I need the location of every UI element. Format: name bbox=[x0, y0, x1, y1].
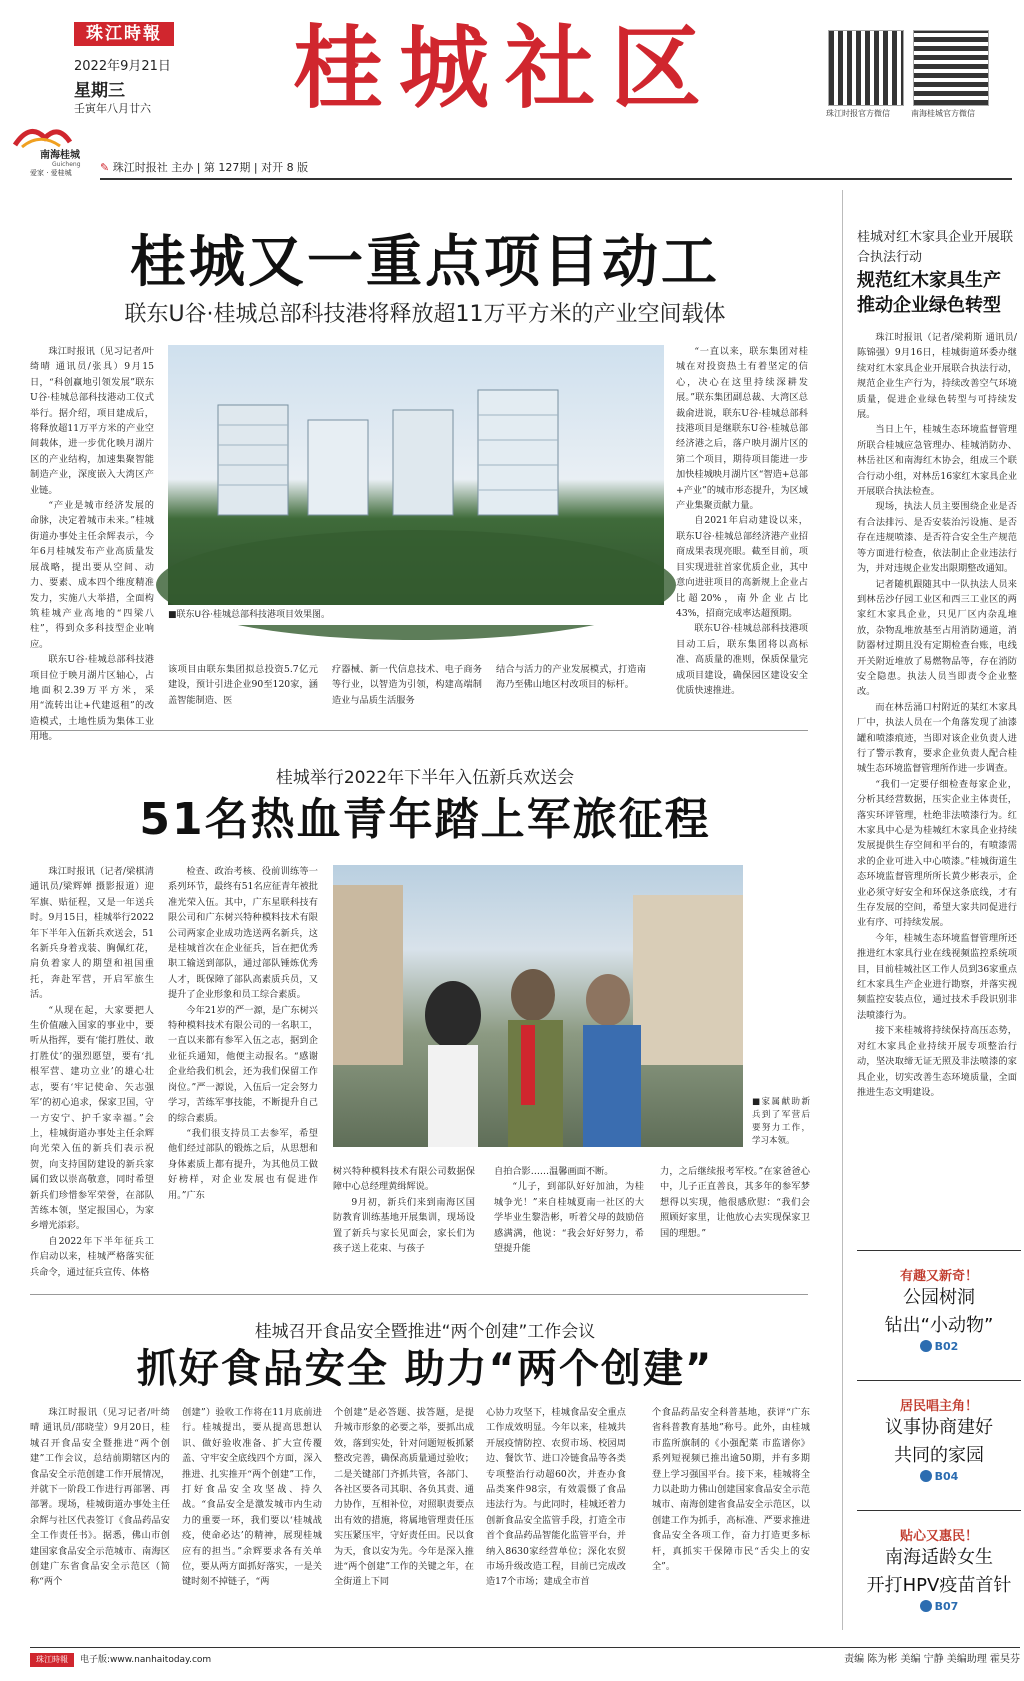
qr-code-left[interactable] bbox=[828, 30, 904, 106]
promo-tag-3: 贴心又惠民！ bbox=[899, 1529, 978, 1544]
promo-page-3: B07 bbox=[934, 1600, 959, 1613]
publisher-line: 珠江时报社 主办 bbox=[112, 161, 194, 174]
promo-line2-1: 钻出“小动物” bbox=[884, 1315, 994, 1336]
article1-col4: “一直以来，联东集团对桂城在对投资热土有着坚定的信心，决心在这里持续深耕发展。”联东集团副总裁、大湾区总裁俞进说，联东U谷·桂城总部科技港项目是继联东U谷·桂城总部经济港之后，落户映月湖片区的第二个项目，期待项目能进一步加快桂城映月湖片区“智造+总部+产业”的城市形态提升，为区域产业集聚贡献力量。 自2021年启动建设以来，联东U谷·桂城总部经济港产业招商成果表现亮眼。截至目前，项目实现进驻首家优质企业，其中意向进驻项目的高新规上企业占比超20%，南外企业占比43%，招商完成率达超预期。 联东U谷·桂城总部科技港项目动工后，联东集团将以高标准、高质量的准则，保质保量完成项目建设，确保园区建设安全优质快速推进。 bbox=[676, 346, 808, 696]
qr-caption-left: 珠江时报官方微信 bbox=[826, 109, 890, 118]
article3-col2: 创建”）验收工作将在11月底前进行。桂城提出，要从提高思想认识、做好验收准备、扩大宣传覆盖、守牢安全底线四个方面，深入推进、扎实推开“两个创建”工作，打好食品安全攻坚战、持久战。“食品安全是激发城市内生动力的重要一环，我们要以‘桂城战疫，使命必达’的精神，展现桂城应有的担当。”余辉要求各有关单位，要从两方面抓好落实，一是关键时刻不掉链子，“两 bbox=[182, 1407, 322, 1588]
promo-card-3[interactable] bbox=[857, 1525, 1021, 1613]
farewell-photo-illustration bbox=[333, 865, 743, 1147]
promo-line2-3: 开打HPV疫苗首针 bbox=[866, 1575, 1012, 1596]
guicheng-logo bbox=[10, 120, 90, 176]
article1-col1: 珠江时报讯（见习记者/叶绮晴 通讯员/张具）9月15日，“科创赢地引领发展”联东U谷·桂城总部科技港动工仪式举行。据介绍，项目建成后，将释放超11万平方米的产业空间载体，进一步优化映月湖片区的产业结构，加速集聚智能制造产业，深度嵌入大湾区产业链。 “产业是城市经济发展的命脉，决定着城市未来。”桂城街道办事处主任余辉表示，今年6月桂城发布产业高质量发展战略，提出要从空间、动力、要素、成本四个维度精准发力，实施八大举措，全面构筑桂城产业高地的“四梁八柱”，得到众多科技型企业响应。 联东U谷·桂城总部科技港项目位于映月湖片区轴心，占地面积2.39万平方米，采用“流转出让+代建返租”的改造模式，土地性质为集体工业用地。 bbox=[30, 346, 154, 743]
article2-below-col1: 树兴特种模料技术有限公司数据保障中心总经理黄缉辉说。 9月初，新兵们来到南海区国防教育训练基地开展集训，现场设置了新兵与家长见面会，家长们为孩子送上花束、与孩子 bbox=[333, 1166, 475, 1255]
sidebar-divider bbox=[842, 190, 843, 1630]
article2-photo bbox=[333, 865, 743, 1147]
footer-editor: 责编 陈为彬 美编 宁静 美编助理 霍昊芬 bbox=[844, 1654, 1020, 1665]
edition-info: 对开 8 版 bbox=[261, 161, 309, 174]
article3-col5: 个食品药品安全科普基地，获评“广东省科普教育基地”称号。此外，由桂城市监所旗制的《小强配菜 市监谱你》系列短视频已推出逾50期，并有多期登上学习强国平台。接下来，桂城将全力以赴助力佛山创建国家食品安全示范城市、南海创建省食品安全示范区，以创建工作为抓手，高标准、严要求推进食品安全各项工作，奋力打造更多标杆，真抓实干保障市民“舌尖上的安全”。 bbox=[652, 1407, 810, 1573]
qr-code-right[interactable] bbox=[913, 30, 989, 106]
article3-col4: 心协力攻坚下，桂城食品安全重点工作成效明显。今年以来，桂城共开展疫情防控、农贸市场、校园周边、餐饮节、进口冷链食品等各类专项整治行动超60次，并查办食品类案件98宗，有效震慑了食品违法行为。与此同时，桂城还着力创新食品安全监管手段，打造全市首个食品药品智能化监管平台，并纳入8630家经营单位；深化农贸市场升级改造工程，目前已完成改造17个市场；建成全市首 bbox=[486, 1407, 626, 1588]
article1-bottom-rule bbox=[30, 730, 808, 731]
promo-rule-3 bbox=[857, 1510, 1021, 1511]
page-pointer-icon bbox=[920, 1600, 932, 1612]
sidebar-kicker: 桂城对红木家具企业开展联合执法行动 bbox=[857, 230, 1014, 265]
article1-below-col1: 该项目由联东集团拟总投资5.7亿元建设，预计引进企业90至120家，涵盖智能制造、医 bbox=[168, 664, 318, 706]
promo-tag-1: 有趣又新奇！ bbox=[899, 1269, 978, 1284]
publisher-bar: ✎ 珠江时报社 主办 | 第 127期 | 对开 8 版 bbox=[100, 161, 309, 174]
masthead bbox=[0, 0, 1024, 180]
building-illustration bbox=[168, 345, 664, 625]
article2-kicker: 桂城举行2022年下半年入伍新兵欢送会 bbox=[275, 768, 575, 788]
article3-col1: 珠江时报讯（见习记者/叶绮晴 通讯员/邵晓莹）9月20日，桂城召开食品安全暨推进“两个创建”工作会议，总结前期辖区内的食品安全示范创建工作开展情况，并就下一阶段工作进行再部署、再部署。现场，桂城街道办事处主任余辉与社区代表签订《食品药品安全工作责任书》。据悉，佛山市创建国家食品安全示范城市、南海区创建广东省食品安全示范区（简称“两个 bbox=[30, 1407, 170, 1588]
article3-headline: 抓好食品安全 助力“两个创建” bbox=[136, 1346, 714, 1392]
lunar-date: 壬寅年八月廿六 bbox=[74, 102, 151, 115]
issue-number: 第 127期 bbox=[203, 161, 251, 174]
article1-headline: 桂城又一重点项目动工 bbox=[130, 230, 720, 295]
article3-col3: 个创建”是必答题、拔答题，是提升城市形象的必要之举，要抓出成效，落到实处，针对问题短板抓紧整改完善，确保高质量通过验收；二是关键部门齐抓共管，各部门、各社区要各司其职、各负其责、通力协作，互相补位，对照职责要点出有效的措施，将属地管理责任压实压紧压牢，守好责任田。民以食为天，食以安为先。今年是深入推进“两个创建”工作的关键之年，在全街道上下同 bbox=[334, 1407, 474, 1588]
article1-below-col3: 结合与活力的产业发展模式，打造南海乃至佛山地区村改项目的标杆。 bbox=[496, 664, 646, 691]
promo-card-2[interactable] bbox=[857, 1395, 1021, 1483]
article1-photo bbox=[168, 345, 664, 625]
promo-tag-2: 居民唱主角！ bbox=[899, 1399, 978, 1414]
promo-page-2: B04 bbox=[934, 1470, 959, 1483]
issue-weekday: 星期三 bbox=[74, 81, 125, 101]
footer-paper-logo: 珠江時報 bbox=[30, 1653, 74, 1667]
issue-date: 2022年9月21日 bbox=[74, 59, 171, 74]
article1-subheadline: 联东U谷·桂城总部科技港将释放超11万平方米的产业空间载体 bbox=[124, 302, 726, 327]
promo-page-1: B02 bbox=[934, 1340, 959, 1353]
logo-slogan: 爱家 · 爱桂城 bbox=[30, 169, 72, 177]
promo-line1-1: 公园树洞 bbox=[903, 1287, 975, 1308]
article2-bottom-rule bbox=[30, 1294, 808, 1295]
page-pointer-icon bbox=[920, 1470, 932, 1482]
article2-col1: 珠江时报讯（记者/梁棋清 通讯员/梁辉婵 摄影报道）迎军旗、贴征程，又是一年送兵时。9月15日，桂城举行2022年下半年入伍新兵欢送会，51名新兵身着戎装、胸佩红花，肩负着家人的期望和祖国重托，奔赴军营，开启军旅生活。 “从现在起，大家要把人生价值融入国家的事业中，要听从指挥，要有‘能打胜仗、敢打胜仗’的强烈愿望，要有‘扎根军营、建功立业’的雄心壮志，要有‘牢记使命、矢志强军’的初心追求，保家卫国，守一方安宁、护千家幸福。”会上，桂城街道办事处主任余辉向光荣入伍的新兵们表示祝贺，向支持国防建设的新兵家属们致以崇高敬意，同时希望新兵们珍惜参军荣誉，在部队苦练本领，坚定报国心，为家乡增光添彩。 自2022年下半年征兵工作启动以来，桂城严格落实征兵命令，通过征兵宣传、体格 bbox=[30, 866, 154, 1278]
logo-sub: Guicheng bbox=[52, 161, 81, 168]
logo-name: 南海桂城 bbox=[40, 150, 80, 161]
section-title: 桂城社区 bbox=[293, 15, 717, 121]
article1-photo-caption: ■联东U谷·桂城总部科技港项目效果图。 bbox=[168, 605, 664, 625]
promo-line1-3: 南海适龄女生 bbox=[885, 1547, 993, 1568]
promo-line2-2: 共同的家园 bbox=[894, 1445, 984, 1466]
article2-headline: 51名热血青年踏上军旅征程 bbox=[139, 794, 711, 845]
sidebar-headline: 规范红木家具生产 推动企业绿色转型 bbox=[857, 270, 1001, 316]
promo-line1-2: 议事协商建好 bbox=[885, 1417, 993, 1438]
paper-logo: 珠江時報 bbox=[74, 22, 174, 46]
article3-kicker: 桂城召开食品安全暨推进“两个创建”工作会议 bbox=[254, 1322, 596, 1342]
article2-photo-caption: ■家属献助新兵到了军营后要努力工作，学习本领。 bbox=[752, 1097, 810, 1146]
footer-rule bbox=[30, 1647, 1020, 1648]
sidebar-body: 珠江时报讯（记者/梁莉斯 通讯员/陈锦强）9月16日，桂城街道环委办继续对红木家具企业开展联合执法行动，规范企业生产行为，持续改善空气环境质量，促进企业绿色转型与可持续发展。 当日上午，桂城生态环境监督管理所联合桂城应急管理办、桂城消防办、林岳社区和南海红木协会，组成三个联合行动小组，对林岳16家红木家具企业开展联合执法检查。 现场，执法人员主要围绕企业是否有合法排污、是否安装治污设施、是否存在违规喷漆、是否符合安全生产规范等方面进行检查，依法制止企业违法行为，并对违规企业发出限期整改通知。 记者随机跟随其中一队执法人员来到林岳沙仔园工业区和西三工业区的两家红木家具企业，只见厂区内杂乱堆放，杂物乱堆放基至占用消防通道，消防器材过期且没有定期检查台账，电线开关附近堆放了易燃物品等，存在消防安全隐患。执法人员当即责令企业整改。 而在林岳涌口村附近的某红木家具厂中，执法人员在一个角落发现了油漆罐和喷漆痕迹，当即对该企业负责人进行了警示教育，要求企业负责人配合桂城生态环境监督管理所作进一步调查。 “我们一定要仔细检查每家企业，分析其经营数据，压实企业主体责任，落实环评管理，杜绝非法喷漆行为。红木家具中心是为桂城红木家具企业持续发展提供生存空间和平台的，有喷漆需求的企业可进入中心喷漆。”桂城街道生态环境监督管理所所长黄少彬表示，企业必须守好安全和环保这条底线，才有生存发展的空间，希望大家共同促进行业有序、可持续发展。 今年，桂城生态环境监督管理所还推进红木家具行业在线视频监控系统项目，目前桂城社区工作人员到36家重点红木家具生产企业进行勘察，并落实视频监控安装点位，通过技术手段识别非法喷漆行为。 接下来桂城将持续保持高压态势，对红木家具企业持续开展专项整治行动，坚决取缔无证无照及非法喷漆的家具企业，切实改善生态环境质量，全面推进生态文明建设。 bbox=[857, 332, 1017, 1098]
article2-col2: 检查、政治考核、役前训练等一系列环节，最终有51名应征青年被批准光荣入伍。其中，广东星联科技有限公司和广东树兴特种模料技术有限公司两家企业成功选送两名新兵，这是桂城首次在企业征兵，旨在把优秀职工输送到部队，通过部队锤炼优秀人才，既保障了部队高素质兵员，又提升了企业形象和员工综合素质。 今年21岁的严一源，是广东树兴特种模料技术有限公司的一名职工，一直以来都有参军入伍之志，据到企业征兵通知，他便主动报名。“感谢企业给我们机会，还为我们保留工作岗位。”严一源说，入伍后一定会努力学习，苦练军事技能，不断提升自己的综合素质。 “我们很支持员工去参军，希望他们经过部队的锻炼之后，从思想和身体素质上都有提升，为其他员工做好榜样，对企业发展也有促进作用。”广东 bbox=[168, 866, 318, 1201]
quill-icon: ✎ bbox=[100, 161, 110, 174]
promo-rule-2 bbox=[857, 1380, 1021, 1381]
article2-below-col2: 自拍合影……温馨画面不断。 “儿子，到部队好好加油，为桂城争光！”来自桂城夏南一社区的大学毕业生黎浩彬，听着父母的鼓励倍感满满，他说：“我会好好努力，希望提升能 bbox=[494, 1166, 644, 1255]
masthead-rule bbox=[100, 178, 1012, 180]
qr-caption-right: 南海桂城官方微信 bbox=[911, 109, 975, 118]
footer-email[interactable]: 电子版:www.nanhaitoday.com bbox=[80, 1655, 212, 1665]
page-pointer-icon bbox=[920, 1340, 932, 1352]
promo-card-1[interactable] bbox=[857, 1265, 1021, 1353]
promo-rule-1 bbox=[857, 1250, 1021, 1251]
article2-below-col3: 力，之后继续报考军校。”在家爸爸心中，儿子正直善良，其多年的参军梦想得以实现，他很感欣慰：“我们会照顾好家里，让他放心去实现保家卫国的理想。” bbox=[660, 1166, 810, 1239]
article1-below-col2: 疗器械、新一代信息技术、电子商务等行业，以智造为引领，构建高端制造业与品质生活服务 bbox=[332, 664, 482, 706]
